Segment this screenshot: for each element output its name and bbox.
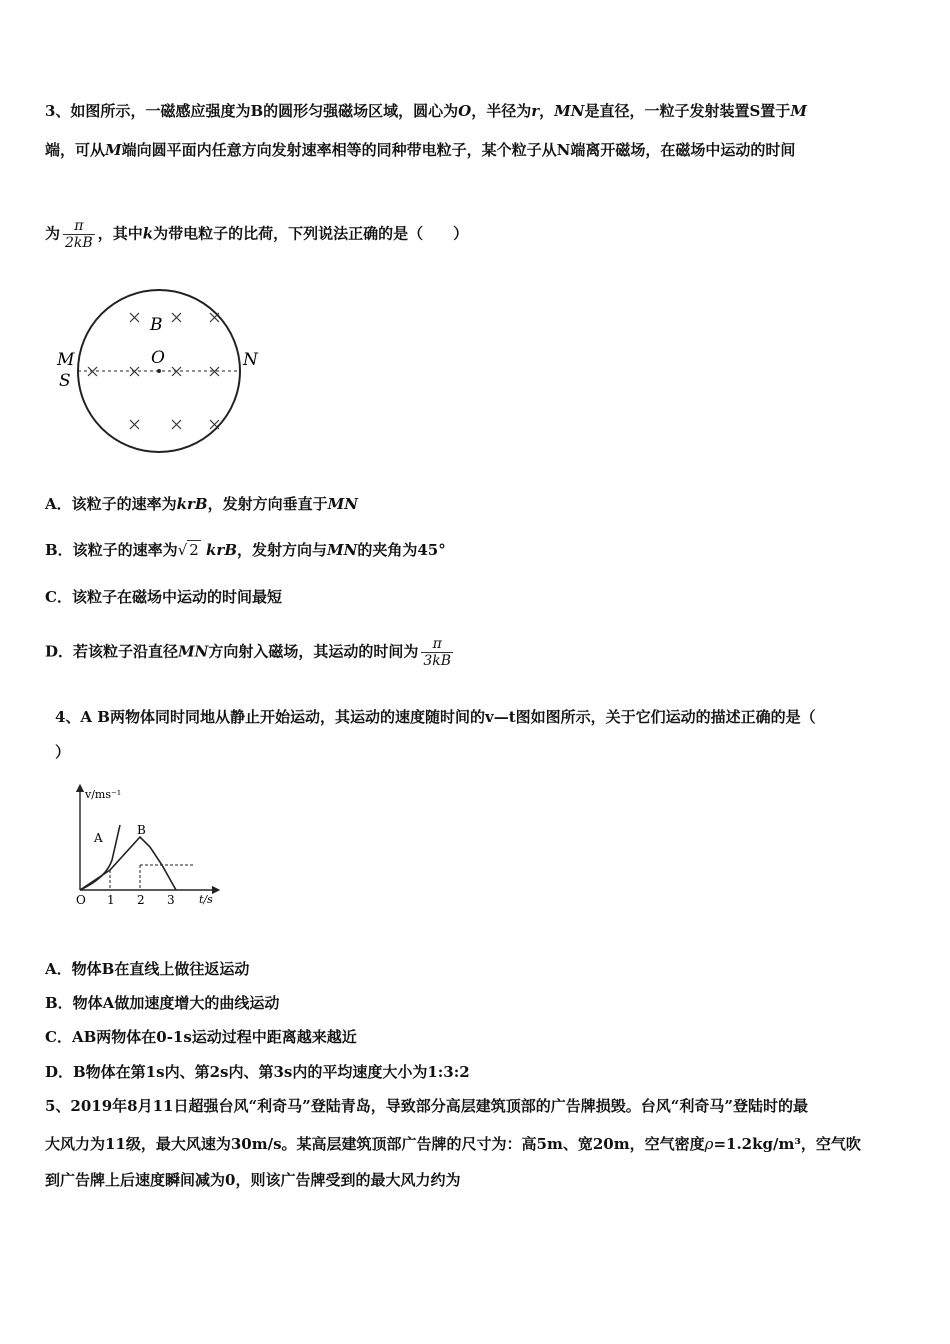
sqrt-two: √ 2 [177,541,199,559]
q3-line1: 3、如图所示，一磁感应强度为B的圆形匀强磁场区域，圆心为O，半径为r，MN是直径，一粒子发射装置S置于M [45,102,807,120]
center-dot [157,369,161,373]
q5-line2: 大风力为11级，最大风速为30m/s。某高层建筑顶部广告牌的尺寸为：高5m、宽20m，空气密度ρ=1.2kg/m³，空气吹 [45,1135,861,1153]
q5-line3: 到广告牌上后速度瞬间减为0，则该广告牌受到的最大风力约为 [45,1171,461,1189]
label-S: S [59,371,71,391]
tick-2: 2 [137,893,145,907]
time-fraction-d: $\frac{\pi}{3kB}$ [423,636,452,669]
tick-3: 3 [167,893,175,907]
q4-option-c: C．AB两物体在0-1s运动过程中距离越来越近 [45,1028,357,1046]
q5-line1: 5、2019年8月11日超强台风“利奇马”登陆青岛，导致部分高层建筑顶部的广告牌损毁。台风“利奇马”登陆时的最 [45,1097,809,1115]
q4-option-b: B．物体A做加速度增大的曲线运动 [45,994,280,1012]
tick-0: O [76,893,86,907]
time-fraction: $\frac{\pi}{2kB}$ [65,218,93,251]
label-A: A [94,831,103,845]
q4-option-d: D．B物体在第1s内、第2s内、第3s内的平均速度大小为1:3:2 [45,1063,470,1081]
label-O: O [151,348,165,368]
label-B: B [150,315,163,335]
q4-stem-line1: 4、A B两物体同时同地从静止开始运动，其运动的速度随时间的v—t图如图所示，关于它们运动的描述正确的是（ [55,708,816,726]
tick-1: 1 [107,893,115,907]
q4-stem-line2: ） [55,743,71,761]
label-N: N [243,350,258,370]
q3-option-c: C．该粒子在磁场中运动的时间最短 [45,588,282,606]
v-axis-label: v/ms⁻¹ [85,788,122,801]
vt-graph [68,780,228,910]
q3-option-a: A．该粒子的速率为krB，发射方向垂直于MN [45,495,358,513]
q4-option-a: A．物体B在直线上做往返运动 [45,960,250,978]
magnetic-field-figure [50,285,270,460]
q3-option-b: B．该粒子的速率为√ 2 krB，发射方向与MN的夹角为45° [45,541,446,559]
q3-option-d: D．若该粒子沿直径MN方向射入磁场，其运动的时间为 $\frac{\pi}{3kB}$ [45,636,452,669]
t-axis-label: t/s [199,893,213,906]
label-B: B [137,823,146,837]
label-M: M [57,350,75,370]
q3-line2: 端，可从M端向圆平面内任意方向发射速率相等的同种带电粒子，某个粒子从N端离开磁场，在磁场中运动的时间 [45,141,796,159]
q3-line3: 为 $\frac{\pi}{2kB}$ ，其中k为带电粒子的比荷，下列说法正确的是（ ） [45,218,469,251]
